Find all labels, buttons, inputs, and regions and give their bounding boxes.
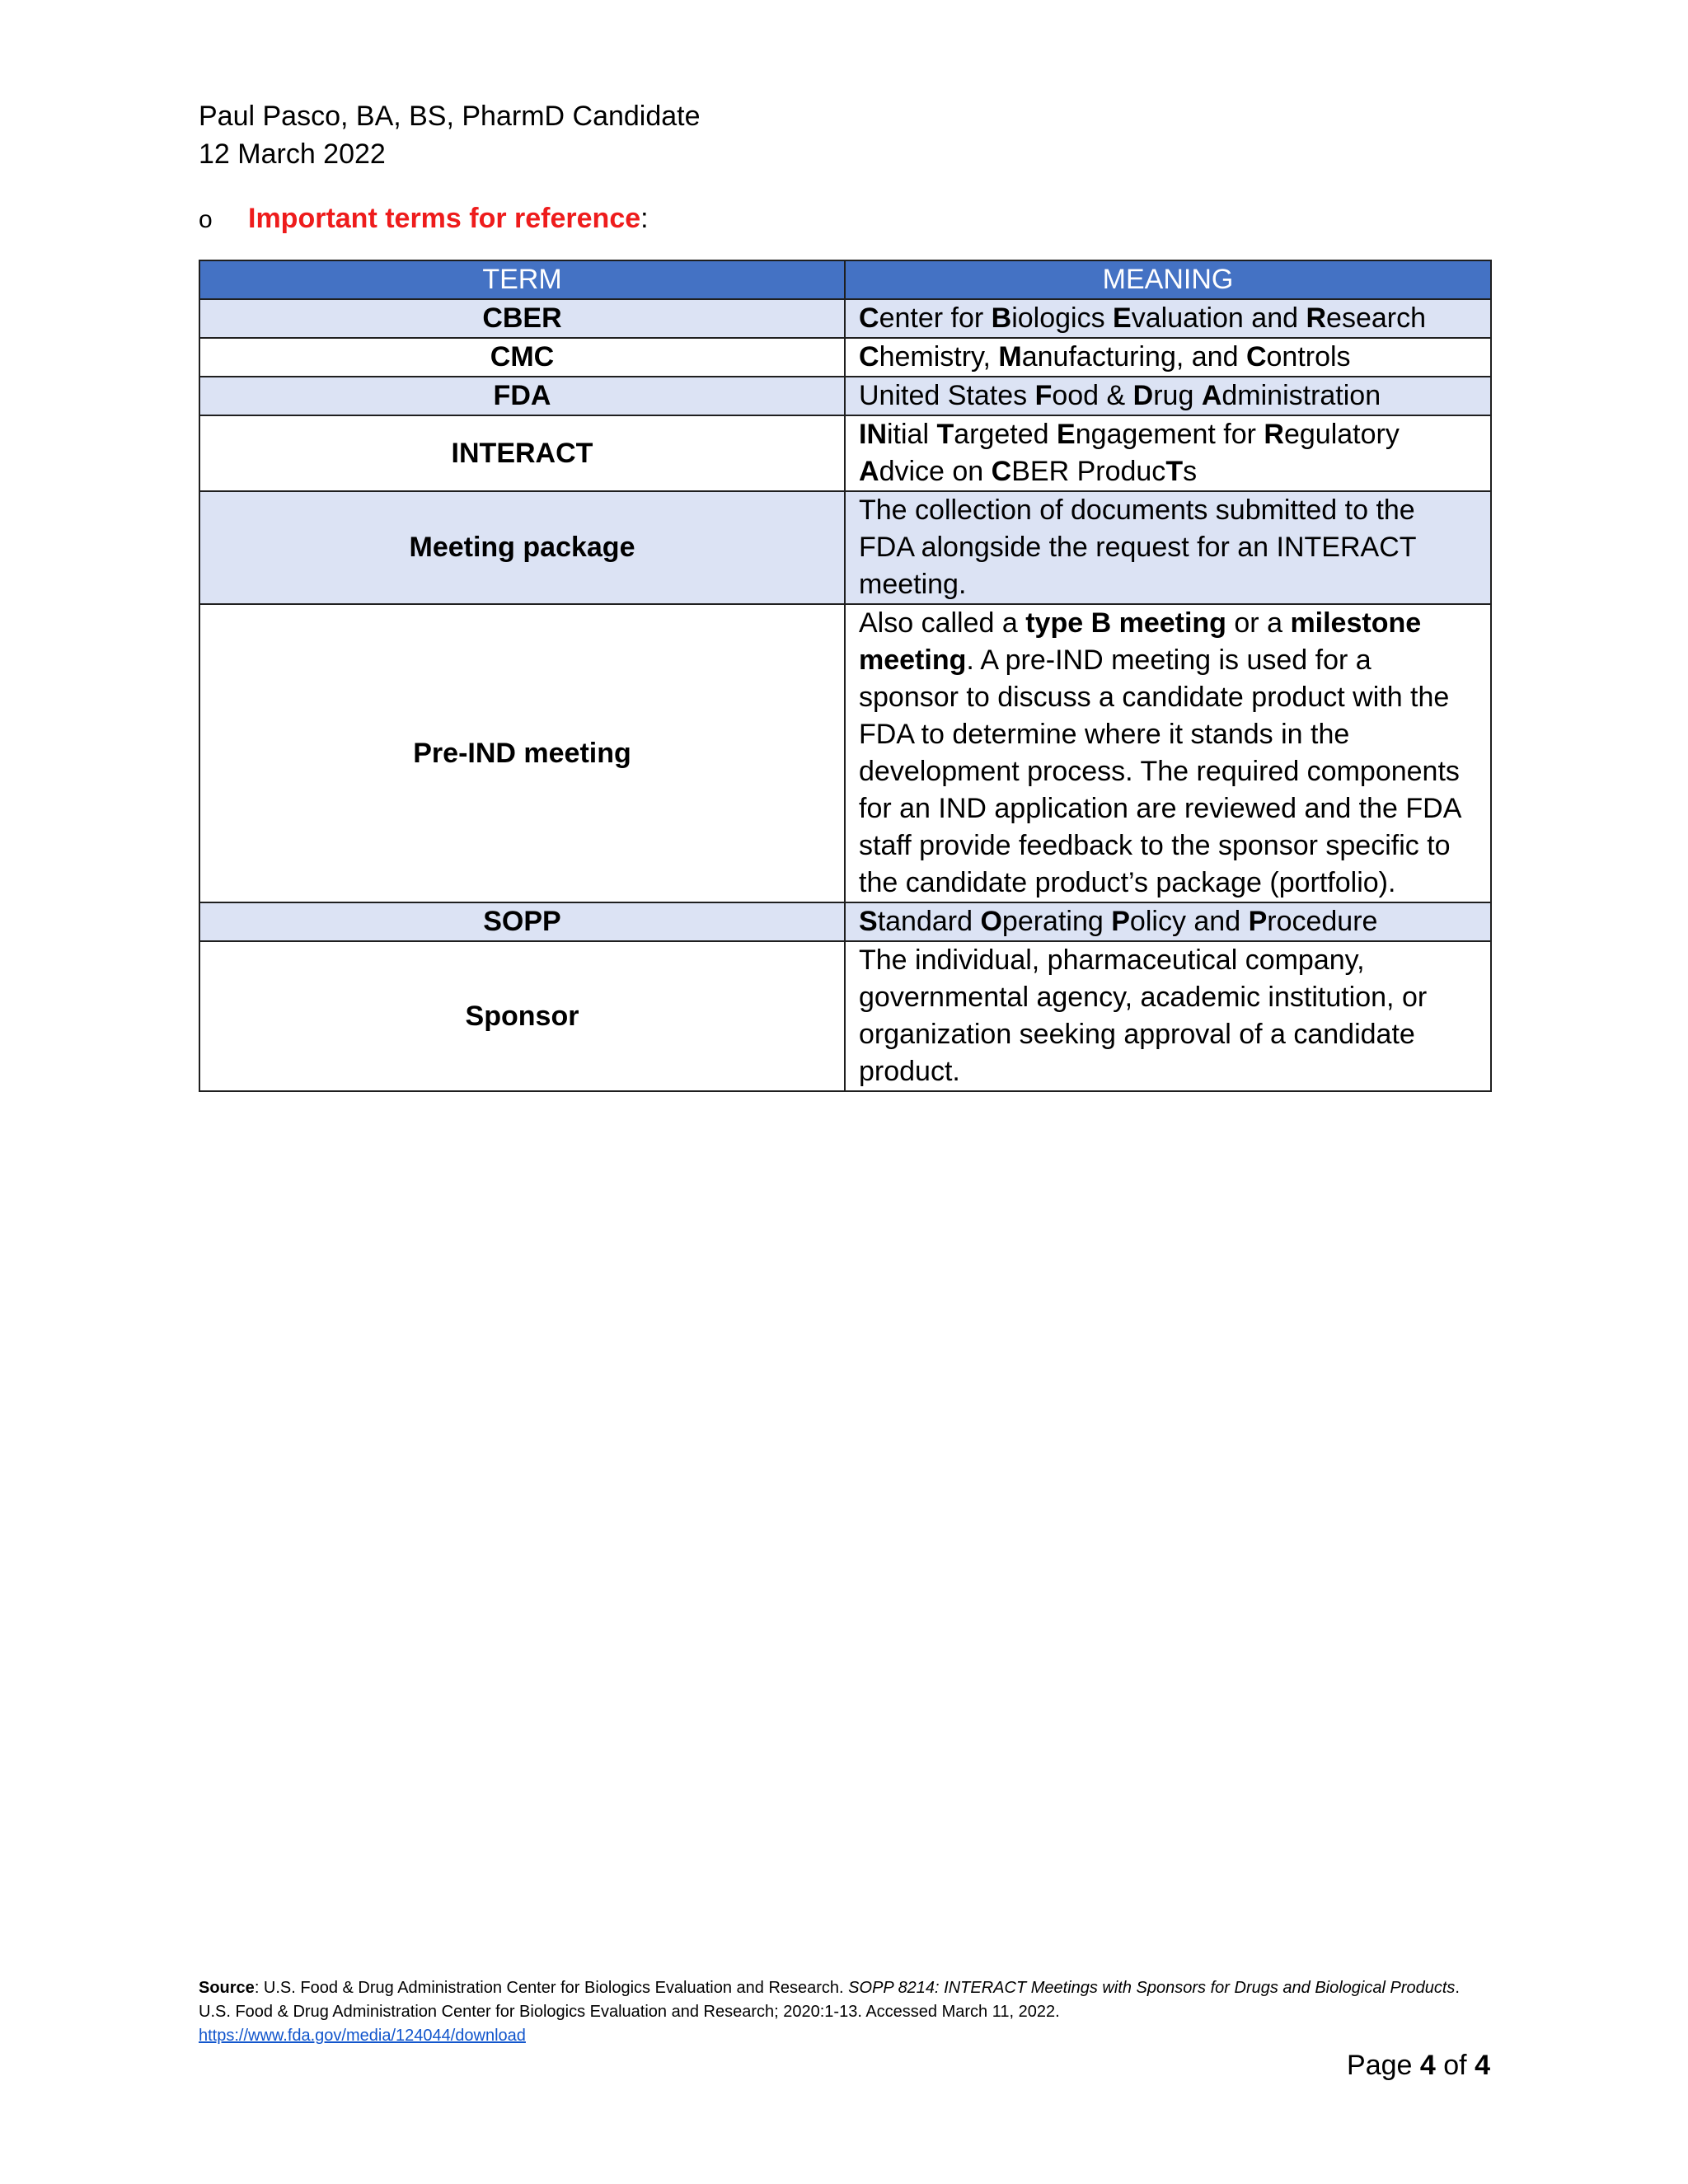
meaning-emphasis: M [998, 341, 1022, 373]
table-row [199, 902, 1491, 941]
table-row [199, 415, 1491, 491]
meaning-text: dvice on [879, 456, 992, 487]
page-prefix: Page [1347, 2050, 1420, 2081]
author-line: Paul Pasco, BA, BS, PharmD Candidate [199, 101, 701, 132]
terms-table-body [199, 299, 1491, 1091]
meaning-cell [845, 491, 1491, 604]
section-heading [199, 199, 649, 239]
meaning-cell [845, 604, 1491, 902]
meaning-emphasis: P [1111, 906, 1130, 937]
meaning-text: ood & [1052, 380, 1133, 411]
table-row [199, 491, 1491, 604]
meaning-emphasis: C [1245, 341, 1267, 373]
meaning-text: argeted [954, 419, 1057, 450]
meaning-emphasis: T [1165, 456, 1184, 487]
page-current: 4 [1419, 2050, 1436, 2081]
term-cell: INTERACT [199, 415, 845, 491]
meaning-cell [845, 415, 1491, 491]
source-text-2: . U.S. Food & Drug Administration Center for Biologics Evaluation and Research; 2020:1-13. Accessed March 11, 2022. [199, 1979, 1460, 2021]
meaning-emphasis: milestone meeting [859, 607, 1422, 676]
table-row [199, 338, 1491, 377]
page-middle: of [1435, 2050, 1475, 2081]
source-link[interactable]: https://www.fda.gov/media/124044/download [199, 2027, 526, 2045]
meaning-text: rocedure [1267, 906, 1378, 937]
table-row [199, 299, 1491, 338]
meaning-cell [845, 902, 1491, 941]
meaning-text: United States [859, 380, 1035, 411]
meaning-emphasis: C [859, 341, 879, 373]
page-number [1347, 2046, 1490, 2084]
term-cell: Pre-IND meeting [199, 604, 845, 902]
meaning-emphasis: D [1132, 380, 1154, 411]
meaning-emphasis: E [1113, 302, 1132, 334]
meaning-text: hemistry, [879, 341, 999, 373]
document-header [199, 97, 701, 173]
meaning-text: s [1183, 456, 1198, 487]
term-cell: FDA [199, 377, 845, 415]
source-citation [199, 1976, 1490, 2048]
table-row [199, 604, 1491, 902]
meaning-emphasis: A [859, 456, 879, 487]
meaning-text: egulatory [1283, 419, 1400, 450]
meaning-text: BER Produc [1011, 456, 1166, 487]
meaning-text: Also called a [859, 607, 1026, 639]
meaning-emphasis: O [980, 906, 1002, 937]
source-text-1: : U.S. Food & Drug Administration Center for Biologics Evaluation and Research. [254, 1979, 849, 1997]
column-header-term: TERM [199, 260, 845, 299]
column-header-meaning: MEANING [845, 260, 1491, 299]
meaning-text: perating [1001, 906, 1112, 937]
meaning-cell [845, 941, 1491, 1091]
meaning-emphasis: IN [859, 419, 887, 450]
meaning-text: ngagement for [1075, 419, 1264, 450]
section-heading-colon: : [640, 203, 649, 234]
meaning-cell [845, 377, 1491, 415]
term-cell: Meeting package [199, 491, 845, 604]
meaning-emphasis: C [991, 456, 1012, 487]
meaning-emphasis: R [1306, 302, 1327, 334]
meaning-text: or a [1226, 607, 1291, 639]
source-label: Source [199, 1979, 255, 1997]
table-header-row [199, 260, 1491, 299]
source-title: SOPP 8214: INTERACT Meetings with Sponsors for Drugs and Biological Products [848, 1979, 1456, 1997]
meaning-text: enter for [879, 302, 992, 334]
meaning-text: dministration [1221, 380, 1381, 411]
meaning-cell [845, 299, 1491, 338]
meaning-emphasis: type B meeting [1025, 607, 1226, 639]
table-row [199, 941, 1491, 1091]
meaning-emphasis: A [1201, 380, 1222, 411]
term-cell: Sponsor [199, 941, 845, 1091]
meaning-emphasis: S [859, 906, 878, 937]
meaning-emphasis: R [1264, 419, 1284, 450]
section-heading-text: Important terms for reference [248, 203, 641, 234]
page-total: 4 [1475, 2050, 1490, 2081]
meaning-text: The individual, pharmaceutical company, governmental agency, academic institution, or organization seeking approval of a candidate product. [859, 944, 1428, 1087]
meaning-text: anufacturing, and [1021, 341, 1246, 373]
meaning-text: esearch [1326, 302, 1426, 334]
meaning-emphasis: C [859, 302, 879, 334]
meaning-emphasis: E [1057, 419, 1076, 450]
meaning-cell [845, 338, 1491, 377]
terms-table [199, 260, 1492, 1092]
meaning-text: ontrols [1266, 341, 1351, 373]
meaning-text: . A pre-IND meeting is used for a sponsor to discuss a candidate product with the FDA to determine where it stands in the development process. The required components for an IND application are reviewed and the FDA staff provide feedback to the sponsor specific to the candidate product’s package (portfolio). [859, 644, 1461, 898]
meaning-text: olicy and [1129, 906, 1249, 937]
date-line: 12 March 2022 [199, 138, 386, 170]
meaning-emphasis: P [1248, 906, 1268, 937]
term-cell: SOPP [199, 902, 845, 941]
meaning-text: itial [887, 419, 937, 450]
meaning-emphasis: T [936, 419, 954, 450]
table-row [199, 377, 1491, 415]
meaning-text: tandard [877, 906, 981, 937]
meaning-emphasis: B [991, 302, 1012, 334]
meaning-text: valuation and [1131, 302, 1306, 334]
term-cell: CBER [199, 299, 845, 338]
meaning-text: rug [1153, 380, 1202, 411]
meaning-emphasis: F [1034, 380, 1053, 411]
bullet-marker: o [199, 206, 213, 233]
meaning-text: iologics [1011, 302, 1114, 334]
term-cell: CMC [199, 338, 845, 377]
meaning-text: The collection of documents submitted to the FDA alongside the request for an INTERACT meeting. [859, 494, 1416, 600]
